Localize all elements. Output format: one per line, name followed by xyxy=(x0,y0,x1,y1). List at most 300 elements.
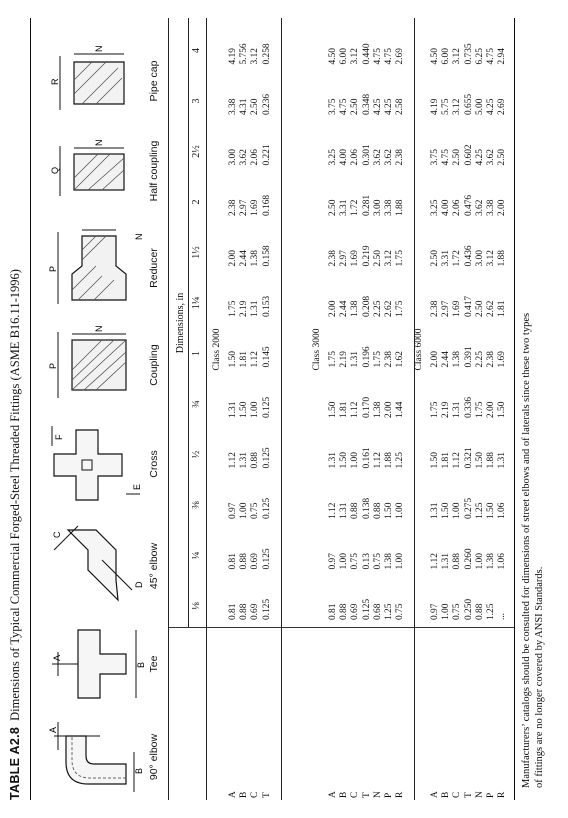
table-cell: 1.31 xyxy=(339,502,350,519)
value-column xyxy=(328,296,406,317)
table-cell: 0.260 xyxy=(463,548,474,570)
column-header: ⅜ xyxy=(191,501,202,509)
table-cell: 0.196 xyxy=(361,346,372,368)
table-cell: 1.88 xyxy=(497,250,508,267)
column-header: 2½ xyxy=(191,145,202,158)
table-cell: 1.00 xyxy=(452,502,463,519)
column-header: 3 xyxy=(191,98,202,104)
row-label: C xyxy=(250,791,261,798)
table-cell: 2.58 xyxy=(395,98,406,115)
table-cell: 1.81 xyxy=(239,351,250,368)
value-column xyxy=(430,447,508,468)
table-cell: 2.50 xyxy=(250,98,261,115)
table-cell: 0.88 xyxy=(350,502,361,519)
table-cell: 2.19 xyxy=(239,300,250,317)
value-column xyxy=(228,397,273,418)
table-cell: 3.12 xyxy=(452,48,463,65)
table-cell: 4.75 xyxy=(339,98,350,115)
bottom-rule xyxy=(514,18,515,800)
table-cell: 5.756 xyxy=(239,43,250,65)
value-column xyxy=(430,498,508,519)
class-title: Class 3000 xyxy=(312,328,322,371)
table-cell: 1.75 xyxy=(372,351,383,368)
table-cell: 1.06 xyxy=(497,553,508,570)
table-cell: 1.88 xyxy=(485,452,496,469)
svg-text:E: E xyxy=(132,483,142,490)
value-column xyxy=(328,599,406,620)
table-cell: 0.602 xyxy=(463,144,474,166)
table-cell: 1.25 xyxy=(383,603,394,620)
table-cell: 3.38 xyxy=(485,199,496,216)
table-cell: 0.81 xyxy=(228,553,238,570)
table-cell: 0.125 xyxy=(361,598,372,620)
figure-label: Reducer xyxy=(148,248,160,288)
class-separator xyxy=(281,18,282,800)
table-cell: 1.62 xyxy=(395,351,406,368)
table-cell: 4.25 xyxy=(474,149,485,166)
table-cell: 0.13 xyxy=(361,553,372,570)
table-cell: 1.75 xyxy=(430,401,440,418)
row-label: N xyxy=(474,791,485,798)
table-cell: 1.50 xyxy=(239,401,250,418)
svg-text:B: B xyxy=(134,767,144,774)
row-label: R xyxy=(395,791,406,798)
table-cell: 1.75 xyxy=(474,401,485,418)
table-cell: 1.31 xyxy=(452,401,463,418)
table-cell: 2.38 xyxy=(485,351,496,368)
table-cell: 0.161 xyxy=(361,447,372,469)
column-header: 1¼ xyxy=(191,296,202,310)
table-cell: 1.00 xyxy=(474,553,485,570)
table-cell: 2.50 xyxy=(350,98,361,115)
svg-text:N: N xyxy=(94,325,104,332)
value-column xyxy=(228,346,273,367)
table-cell: 1.69 xyxy=(350,250,361,267)
table-cell: 0.88 xyxy=(239,603,250,620)
table-cell: 1.00 xyxy=(441,603,452,620)
value-column xyxy=(328,43,406,64)
table-cell: 0.281 xyxy=(361,194,372,216)
table-cell: 0.476 xyxy=(463,194,474,216)
table-cell: 4.00 xyxy=(441,199,452,216)
column-header: ¾ xyxy=(191,400,202,408)
table-cell: 0.88 xyxy=(239,553,250,570)
table-cell: 0.69 xyxy=(250,553,261,570)
svg-text:N: N xyxy=(94,45,104,52)
table-cell: 4.25 xyxy=(372,98,383,115)
figure-label: Cross xyxy=(148,450,160,478)
table-cell: 1.25 xyxy=(485,603,496,620)
table-cell: 1.38 xyxy=(372,401,383,418)
table-cell: 3.62 xyxy=(372,149,383,166)
svg-text:P: P xyxy=(48,362,58,369)
top-rule xyxy=(30,18,31,800)
table-cell: 4.75 xyxy=(383,48,394,65)
table-cell: ... xyxy=(497,612,508,620)
table-cell: 1.75 xyxy=(395,300,406,317)
table-cell: 0.250 xyxy=(463,598,474,620)
table-cell: 2.50 xyxy=(328,199,338,216)
value-column xyxy=(430,599,508,620)
table-title: Dimensions of Typical Commercial Forged-Steel Threaded Fittings (ASME B16.11-1996) xyxy=(8,269,22,721)
table-cell: 1.38 xyxy=(350,300,361,317)
figure-reducer xyxy=(48,226,158,310)
table-cell: 1.31 xyxy=(239,452,250,469)
table-cell: 3.12 xyxy=(383,250,394,267)
table-cell: 1.38 xyxy=(452,351,463,368)
table-cell: 6.00 xyxy=(441,48,452,65)
value-column xyxy=(228,498,273,519)
table-cell: 1.72 xyxy=(452,250,463,267)
row-label: A xyxy=(228,791,238,798)
table-cell: 6.25 xyxy=(474,48,485,65)
table-cell: 1.69 xyxy=(250,199,261,216)
table-cell: 0.88 xyxy=(474,603,485,620)
table-cell: 0.735 xyxy=(463,43,474,65)
table-cell: 4.19 xyxy=(228,48,238,65)
table-cell: 0.88 xyxy=(452,553,463,570)
table-cell: 0.69 xyxy=(250,603,261,620)
column-header: 1 xyxy=(191,351,202,356)
column-header: ¼ xyxy=(191,551,202,560)
row-label: P xyxy=(383,792,394,798)
table-cell: 4.25 xyxy=(485,98,496,115)
table-cell: 2.50 xyxy=(497,149,508,166)
table-cell: 2.50 xyxy=(430,250,440,267)
table-cell: 1.12 xyxy=(228,452,238,469)
table-cell: 1.69 xyxy=(452,300,463,317)
figure-pipe-cap xyxy=(48,44,158,118)
table-cell: 2.00 xyxy=(485,401,496,418)
table-cell: 1.12 xyxy=(452,452,463,469)
table-cell: 2.00 xyxy=(228,250,238,267)
table-cell: 0.125 xyxy=(261,548,272,570)
table-cell: 4.00 xyxy=(339,149,350,166)
header-rule xyxy=(168,18,169,800)
value-column xyxy=(430,195,508,216)
svg-text:D: D xyxy=(134,581,144,588)
table-cell: 3.00 xyxy=(228,149,238,166)
table-cell: 0.88 xyxy=(372,502,383,519)
table-cell: 0.75 xyxy=(350,553,361,570)
value-column xyxy=(430,548,508,569)
table-cell: 2.25 xyxy=(474,351,485,368)
table-cell: 0.168 xyxy=(261,194,272,216)
figure-label: Half coupling xyxy=(148,140,160,202)
table-cell: 0.336 xyxy=(463,396,474,418)
table-cell: 2.50 xyxy=(452,149,463,166)
figure-label: 45° elbow xyxy=(148,542,160,590)
table-cell: 2.38 xyxy=(228,199,238,216)
svg-text:A: A xyxy=(52,654,62,661)
table-cell: 0.97 xyxy=(430,603,440,620)
class-title: Class 2000 xyxy=(212,328,222,371)
figure-45-elbow xyxy=(48,522,158,610)
table-cell: 3.62 xyxy=(474,199,485,216)
table-cell: 3.62 xyxy=(383,149,394,166)
dimensions-header: Dimensions, in xyxy=(175,292,186,354)
row-label: B xyxy=(441,791,452,798)
table-cell: 0.170 xyxy=(361,396,372,418)
table-cell: 4.50 xyxy=(328,48,338,65)
table-cell: 2.38 xyxy=(430,300,440,317)
table-cell: 2.50 xyxy=(372,250,383,267)
table-cell: 1.00 xyxy=(239,502,250,519)
table-cell: 4.75 xyxy=(372,48,383,65)
svg-text:F: F xyxy=(54,434,64,440)
table-cell: 1.00 xyxy=(350,452,361,469)
table-cell: 3.62 xyxy=(239,149,250,166)
value-column xyxy=(228,447,273,468)
value-column xyxy=(228,195,273,216)
table-cell: 1.50 xyxy=(339,452,350,469)
value-column xyxy=(328,346,406,367)
table-cell: 0.655 xyxy=(463,93,474,115)
table-cell: 2.19 xyxy=(339,351,350,368)
table-cell: 3.31 xyxy=(339,199,350,216)
figure-label: Coupling xyxy=(148,344,160,386)
table-cell: 0.68 xyxy=(372,603,383,620)
row-label: B xyxy=(239,791,250,798)
value-column xyxy=(328,447,406,468)
value-column xyxy=(328,498,406,519)
table-cell: 1.38 xyxy=(485,553,496,570)
table-cell: 3.31 xyxy=(441,250,452,267)
table-cell: 1.31 xyxy=(497,452,508,469)
value-column xyxy=(228,296,273,317)
table-cell: 1.00 xyxy=(395,553,406,570)
table-cell: 0.348 xyxy=(361,93,372,115)
table-cell: 1.81 xyxy=(441,452,452,469)
table-cell: 3.12 xyxy=(250,48,261,65)
table-cell: 3.00 xyxy=(372,199,383,216)
table-cell: 0.97 xyxy=(328,553,338,570)
row-label: T xyxy=(361,792,372,798)
table-cell: 1.31 xyxy=(250,300,261,317)
table-cell: 0.275 xyxy=(463,497,474,519)
table-cell: 0.138 xyxy=(361,497,372,519)
table-cell: 2.00 xyxy=(328,300,338,317)
row-labels xyxy=(328,791,406,798)
row-label: R xyxy=(497,791,508,798)
svg-text:R: R xyxy=(50,78,60,85)
table-cell: 2.44 xyxy=(441,351,452,368)
table-caption xyxy=(8,269,23,800)
value-column xyxy=(328,94,406,115)
row-labels xyxy=(430,791,508,798)
table-cell: 1.12 xyxy=(250,351,261,368)
table-cell: 0.125 xyxy=(261,598,272,620)
value-column xyxy=(430,397,508,418)
table-cell: 0.440 xyxy=(361,43,372,65)
table-number: TABLE A2.8 xyxy=(8,726,22,800)
table-cell: 2.97 xyxy=(239,199,250,216)
table-cell: 4.50 xyxy=(430,48,440,65)
value-column xyxy=(430,346,508,367)
column-header: 2 xyxy=(191,199,202,205)
table-cell: 0.97 xyxy=(228,502,238,519)
figure-cross xyxy=(48,422,158,506)
table-cell: 4.25 xyxy=(383,98,394,115)
table-cell: 0.236 xyxy=(261,93,272,115)
table-cell: 0.417 xyxy=(463,295,474,317)
row-labels xyxy=(228,791,273,798)
table-cell: 3.75 xyxy=(430,149,440,166)
table-cell: 2.25 xyxy=(372,300,383,317)
table-cell: 2.69 xyxy=(395,48,406,65)
table-cell: 2.44 xyxy=(239,250,250,267)
value-column xyxy=(228,94,273,115)
table-cell: 3.25 xyxy=(328,149,338,166)
table-cell: 1.25 xyxy=(474,502,485,519)
table-cell: 1.00 xyxy=(250,401,261,418)
table-cell: 1.44 xyxy=(395,401,406,418)
label-column-divider xyxy=(168,627,514,628)
table-cell: 0.125 xyxy=(261,497,272,519)
table-cell: 2.00 xyxy=(497,199,508,216)
table-cell: 3.62 xyxy=(485,149,496,166)
table-cell: 0.75 xyxy=(452,603,463,620)
table-cell: 0.158 xyxy=(261,245,272,267)
table-cell: 0.88 xyxy=(250,452,261,469)
value-column xyxy=(430,296,508,317)
table-cell: 1.38 xyxy=(383,553,394,570)
table-cell: 1.31 xyxy=(441,553,452,570)
table-cell: 1.25 xyxy=(395,452,406,469)
table-cell: 4.75 xyxy=(485,48,496,65)
row-label: N xyxy=(372,791,383,798)
value-column xyxy=(430,245,508,266)
figure-label: 90° elbow xyxy=(148,733,160,781)
value-column xyxy=(228,144,273,165)
dimensions-underline xyxy=(188,18,189,628)
svg-text:N: N xyxy=(134,233,144,240)
column-header: 1½ xyxy=(191,246,202,259)
row-label: T xyxy=(463,792,474,798)
table-cell: 1.75 xyxy=(328,351,338,368)
table-cell: 0.436 xyxy=(463,245,474,267)
row-label: C xyxy=(452,791,463,798)
table-cell: 1.50 xyxy=(383,502,394,519)
figure-90-elbow xyxy=(48,718,158,796)
table-cell: 0.219 xyxy=(361,245,372,267)
table-cell: 0.75 xyxy=(372,553,383,570)
table-cell: 1.31 xyxy=(350,351,361,368)
value-column xyxy=(328,553,406,569)
table-cell: 1.50 xyxy=(430,452,440,469)
table-cell: 1.75 xyxy=(395,250,406,267)
row-label: A xyxy=(430,791,440,798)
table-cell: 0.69 xyxy=(350,603,361,620)
table-cell: 6.00 xyxy=(339,48,350,65)
table-cell: 1.38 xyxy=(250,250,261,267)
table-cell: 1.31 xyxy=(228,401,238,418)
table-cell: 1.81 xyxy=(497,300,508,317)
value-column xyxy=(228,548,273,569)
value-column xyxy=(430,144,508,165)
footnote-line-2: of fittings are no longer covered by ANSI Standards. xyxy=(534,566,545,788)
table-cell: 3.12 xyxy=(350,48,361,65)
table-cell: 1.50 xyxy=(441,502,452,519)
table-cell: 1.50 xyxy=(497,401,508,418)
svg-text:Q: Q xyxy=(50,166,60,174)
table-cell: 1.00 xyxy=(339,553,350,570)
table-cell: 2.44 xyxy=(339,300,350,317)
table-cell: 1.31 xyxy=(328,452,338,469)
svg-text:B: B xyxy=(136,661,146,668)
table-cell: 2.00 xyxy=(430,351,440,368)
table-cell: 0.81 xyxy=(228,603,238,620)
table-cell: 4.19 xyxy=(430,98,440,115)
column-header: 4 xyxy=(191,48,202,53)
svg-text:P: P xyxy=(48,265,58,272)
table-cell: 2.19 xyxy=(441,401,452,418)
row-label: A xyxy=(328,791,338,798)
value-column xyxy=(228,245,273,266)
table-cell: 1.12 xyxy=(430,553,440,570)
table-cell: 1.12 xyxy=(372,452,383,469)
table-cell: 1.75 xyxy=(228,300,238,317)
table-cell: 1.88 xyxy=(395,199,406,216)
row-label: P xyxy=(485,792,496,798)
table-cell: 2.00 xyxy=(383,401,394,418)
table-cell: 2.06 xyxy=(452,199,463,216)
table-cell: 3.12 xyxy=(452,98,463,115)
table-cell: 3.38 xyxy=(383,199,394,216)
table-cell: 0.88 xyxy=(339,603,350,620)
table-cell: 2.62 xyxy=(383,300,394,317)
value-column xyxy=(328,245,406,266)
table-cell: 2.69 xyxy=(497,98,508,115)
table-cell: 1.69 xyxy=(497,351,508,368)
table-cell: 0.391 xyxy=(463,346,474,368)
table-cell: 1.31 xyxy=(430,502,440,519)
table-cell: 5.75 xyxy=(441,98,452,115)
value-column xyxy=(328,195,406,216)
table-cell: 0.125 xyxy=(261,447,272,469)
value-column xyxy=(430,43,508,64)
row-label: B xyxy=(339,791,350,798)
column-header: ½ xyxy=(191,450,202,459)
class-title: Class 6000 xyxy=(414,328,424,371)
class-separator xyxy=(414,18,415,800)
table-cell: 0.81 xyxy=(328,603,338,620)
table-cell: 1.88 xyxy=(383,452,394,469)
table-cell: 2.97 xyxy=(441,300,452,317)
table-cell: 2.50 xyxy=(474,300,485,317)
table-cell: 3.12 xyxy=(485,250,496,267)
table-cell: 1.50 xyxy=(228,351,238,368)
table-cell: 0.321 xyxy=(463,447,474,469)
figure-tee xyxy=(48,622,158,706)
table-cell: 2.97 xyxy=(339,250,350,267)
column-header: ⅛ xyxy=(191,602,202,610)
table-cell: 2.94 xyxy=(497,48,508,65)
table-cell: 3.38 xyxy=(228,98,238,115)
figure-label: Pipe cap xyxy=(148,60,160,102)
table-cell: 2.38 xyxy=(328,250,338,267)
table-cell: 2.62 xyxy=(485,300,496,317)
value-column xyxy=(228,43,273,64)
table-cell: 5.00 xyxy=(474,98,485,115)
footnote-line-1: Manufacturers’ catalogs should be consulted for dimensions of street elbows and of laterals since these two types xyxy=(521,312,532,788)
table-cell: 2.06 xyxy=(350,149,361,166)
table-cell: 2.38 xyxy=(383,351,394,368)
table-cell: 3.25 xyxy=(430,199,440,216)
table-cell: 2.06 xyxy=(250,149,261,166)
table-cell: 3.75 xyxy=(328,98,338,115)
table-cell: 0.301 xyxy=(361,144,372,166)
